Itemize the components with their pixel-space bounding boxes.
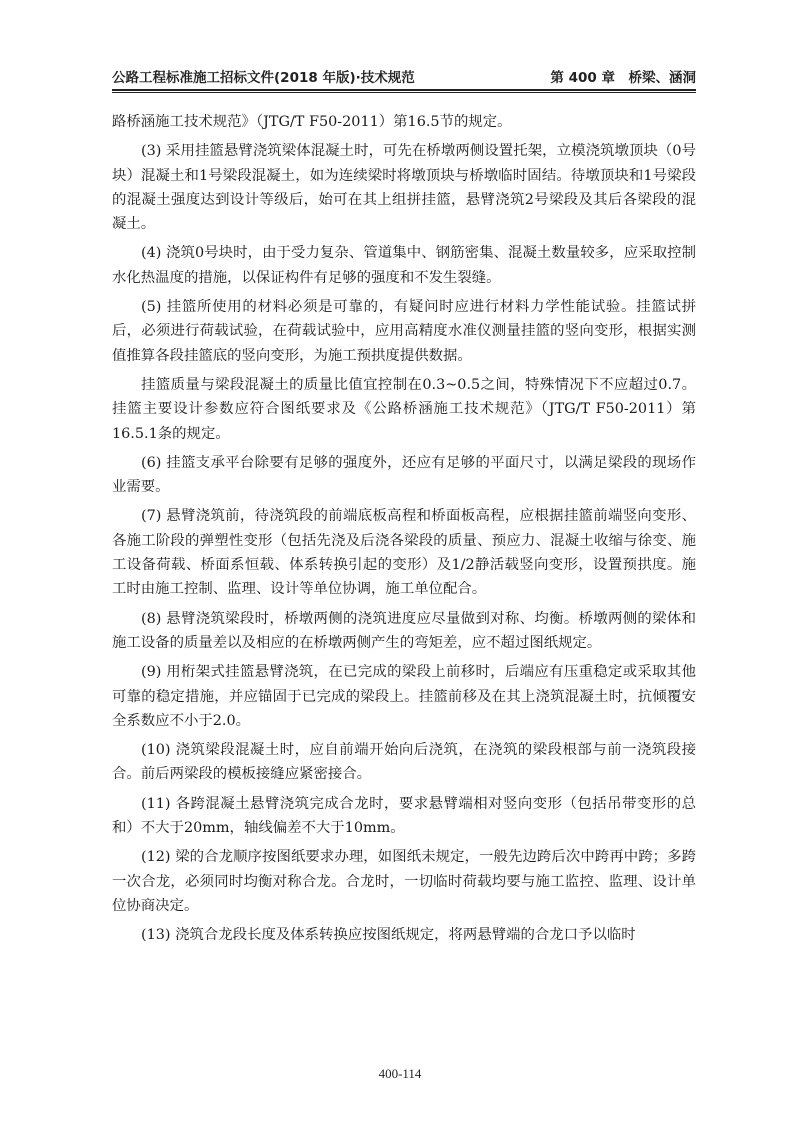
paragraph-item-3: (3) 采用挂篮悬臂浇筑梁体混凝土时，可先在桥墩两侧设置托架，立模浇筑墩顶块（0号块）混凝土和1号梁段混凝土，如为连续梁时将墩顶块与桥墩临时固结。待墩顶块和1号梁段的混凝土强度达到设计等级后，始可在其上组拼挂篮，悬臂浇筑2号梁段及其后各梁段的混凝土。 xyxy=(112,143,696,233)
paragraph-item-11: (11) 各跨混凝土悬臂浇筑完成合龙时，要求悬臂端相对竖向变形（包括吊带变形的总和）不大于20mm，轴线偏差不大于10mm。 xyxy=(112,795,696,837)
paragraph-item-9: (9) 用桁架式挂篮悬臂浇筑，在已完成的梁段上前移时，后端应有压重稳定或采取其他可靠的稳定措施，并应锚固于已完成的梁段上。挂篮前移及在其上浇筑混凝土时，抗倾覆安全系数应不小于2.0。 xyxy=(112,664,696,729)
paragraph-item-4: (4) 浇筑0号块时，由于受力复杂、管道集中、钢筋密集、混凝土数量较多，应采取控制水化热温度的措施，以保证构件有足够的强度和不发生裂缝。 xyxy=(112,245,696,286)
paragraph-item-7: (7) 悬臂浇筑前，待浇筑段的前端底板高程和桥面板高程，应根据挂篮前端竖向变形、各施工阶段的弹塑性变形（包括先浇及后浇各梁段的质量、预应力、混凝土收缩与徐变、施工设备荷载、桥面系恒载、体系转换引起的变形）及1/2静活载竖向变形，设置预拱度。施工时由施工控制、监理、设计等单位协调，施工单位配合。 xyxy=(112,508,696,598)
paragraph-item-6: (6) 挂篮支承平台除要有足够的强度外，还应有足够的平面尺寸，以满足梁段的现场作业需要。 xyxy=(112,454,696,496)
paragraph-item-13: (13) 浇筑合龙段长度及体系转换应按图纸规定，将两悬臂端的合龙口予以临时 xyxy=(141,927,636,944)
page-number: 400-114 xyxy=(378,1066,422,1081)
paragraph-item-12: (12) 梁的合龙顺序按图纸要求办理，如图纸未规定，一般先边跨后次中跨再中跨；多跨一次合龙，必须同时均衡对称合龙。合龙时，一切临时荷载均要与施工监控、监理、设计单位协商决定。 xyxy=(112,849,696,914)
paragraph-item-10: (10) 浇筑梁段混凝土时，应自前端开始向后浇筑，在浇筑的梁段根部与前一浇筑段接合。前后两梁段的模板接缝应紧密接合。 xyxy=(112,742,696,783)
header-rule-thin xyxy=(112,92,696,93)
paragraph-item-5: (5) 挂篮所使用的材料必须是可靠的，有疑问时应进行材料力学性能试验。挂篮试拼后，必须进行荷载试验，在荷载试验中，应用高精度水准仪测量挂篮的竖向变形，根据实测值推算各段挂篮底的竖向变形，为施工预拱度提供数据。 xyxy=(112,299,696,364)
header-chapter-title: 第 400 章 桥梁、涵洞 xyxy=(550,70,696,86)
paragraph-item-8: (8) 悬臂浇筑梁段时，桥墩两侧的浇筑进度应尽量做到对称、均衡。桥墩两侧的梁体和施工设备的质量差以及相应的在桥墩两侧产生的弯矩差，应不超过图纸规定。 xyxy=(112,610,696,651)
running-header xyxy=(112,62,696,88)
paragraph-item-5-note: 挂篮质量与梁段混凝土的质量比值宜控制在0.3~0.5之间，特殊情况下不应超过0.7。挂篮主要设计参数应符合图纸要求及《公路桥涵施工技术规范》（JTG/T F50-2011）第16.5.1条的规定。 xyxy=(112,376,696,442)
paragraph-continued: 路桥涵施工技术规范》（JTG/T F50-2011）第16.5节的规定。 xyxy=(112,114,512,130)
header-rule-thick xyxy=(112,89,696,91)
body-text xyxy=(112,110,696,953)
header-document-title: 公路工程标准施工招标文件(2018 年版)·技术规范 xyxy=(112,70,415,86)
